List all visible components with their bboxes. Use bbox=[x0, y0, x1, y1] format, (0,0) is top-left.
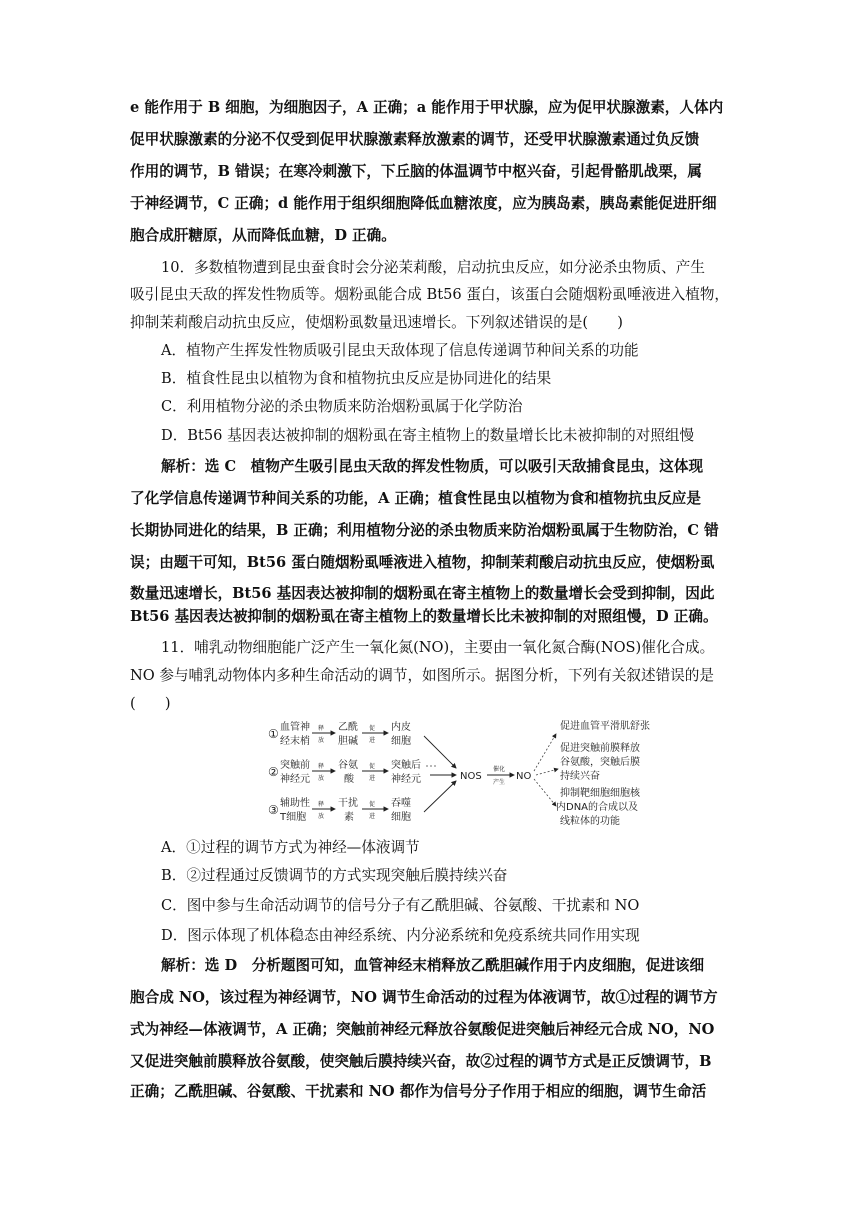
q11-option-d: D．图示体现了机体稳态由神经系统、内分泌系统和免疫系统共同作用实现 bbox=[161, 927, 640, 944]
row2-verb1-b: 放 bbox=[318, 775, 325, 782]
no-label: NO bbox=[516, 771, 532, 782]
row1-target-line1: 内皮 bbox=[391, 722, 411, 733]
q10-analysis-3: 长期协同进化的结果，B 正确；利用植物分泌的杀虫物质来防治烟粉虱属于生物防治，C 错 bbox=[130, 522, 719, 539]
q10-option-b: B．植食性昆虫以植物为食和植物抗虫反应是协同进化的结果 bbox=[161, 370, 552, 387]
q10-option-c: C．利用植物分泌的杀虫物质来防治烟粉虱属于化学防治 bbox=[161, 398, 523, 415]
effect3-line2: 内DNA的合成以及 bbox=[556, 802, 639, 813]
row2-signal-line2: 酸 bbox=[344, 774, 354, 785]
row3-verb2-b: 进 bbox=[369, 813, 376, 820]
row3-verb1-b: 放 bbox=[318, 813, 325, 820]
intro-line-1: e 能作用于 B 细胞，为细胞因子，A 正确；a 能作用于甲状腺，应为促甲状腺激素，人体内 bbox=[130, 99, 724, 116]
q10-analysis-1: 解析：选 C 植物产生吸引昆虫天敌的挥发性物质，可以吸引天敌捕食昆虫，这体现 bbox=[161, 458, 704, 475]
q11-option-b: B．②过程通过反馈调节的方式实现突触后膜持续兴奋 bbox=[161, 867, 508, 884]
q10-stem-1: 10．多数植物遭到昆虫蚕食时会分泌茉莉酸，启动抗虫反应，如分泌杀虫物质、产生 bbox=[161, 259, 705, 276]
q11-stem-3: ( ) bbox=[130, 695, 171, 712]
row1-verb1-a: 释 bbox=[318, 725, 325, 732]
row1-signal-line1: 乙酰 bbox=[338, 722, 358, 733]
row2-source-line2: 神经元 bbox=[280, 774, 310, 785]
row3-source-line1: 辅助性 bbox=[280, 798, 310, 809]
intro-line-3: 作用的调节，B 错误；在寒冷刺激下，下丘脑的体温调节中枢兴奋，引起骨骼肌战栗，属 bbox=[130, 163, 702, 180]
q11-option-c: C．图中参与生命活动调节的信号分子有乙酰胆碱、谷氨酸、干扰素和 NO bbox=[161, 897, 640, 914]
intro-line-2: 促甲状腺激素的分泌不仅受到促甲状腺激素释放激素的调节，还受甲状腺激素通过负反馈 bbox=[130, 131, 700, 148]
row1-source-line1: 血管神 bbox=[280, 722, 310, 733]
effect3-line1: 抑制靶细胞细胞核 bbox=[560, 788, 640, 799]
row1-verb2-b: 进 bbox=[369, 737, 376, 744]
row1-source-line2: 经末梢 bbox=[280, 736, 310, 747]
q10-option-d: D．Bt56 基因表达被抑制的烟粉虱在寄主植物上的数量增长比未被抑制的对照组慢 bbox=[161, 427, 695, 444]
row1-number: ① bbox=[268, 727, 279, 741]
diagram-row-3 bbox=[268, 796, 411, 823]
q10-analysis-5: 数量迅速增长，Bt56 基因表达被抑制的烟粉虱在寄主植物上的数量增长会受到抑制，因此 bbox=[130, 585, 715, 602]
effect2-line2: 谷氨酸，突触后膜 bbox=[560, 757, 640, 768]
row3-signal-line2: 素 bbox=[344, 812, 354, 823]
row3-verb1-a: 释 bbox=[318, 801, 325, 808]
row1-signal-line2: 胆碱 bbox=[338, 736, 358, 747]
row3-number: ③ bbox=[268, 803, 279, 817]
row2-target-line1: 突触后 bbox=[391, 760, 421, 771]
row2-source-line1: 突触前 bbox=[280, 760, 310, 771]
q11-analysis-1: 解析：选 D 分析题图可知，血管神经末梢释放乙酰胆碱作用于内皮细胞，促进该细 bbox=[161, 957, 705, 974]
row2-verb2-b: 进 bbox=[369, 775, 376, 782]
effect2-line3: 持续兴奋 bbox=[560, 771, 600, 782]
q11-stem-1: 11．哺乳动物细胞能广泛产生一氧化氮(NO)，主要由一氧化氮合酶(NOS)催化合成。 bbox=[161, 639, 715, 656]
q11-analysis-4: 又促进突触前膜释放谷氨酸，使突触后膜持续兴奋，故②过程的调节方式是正反馈调节，B bbox=[130, 1053, 712, 1070]
row2-number: ② bbox=[268, 765, 279, 779]
row2-signal-line1: 谷氨 bbox=[338, 760, 358, 771]
row2-verb1-a: 释 bbox=[318, 763, 325, 770]
q11-analysis-2: 胞合成 NO，该过程为神经调节，NO 调节生命活动的过程为体液调节，故①过程的调节方 bbox=[130, 989, 718, 1006]
row2-verb2-a: 促 bbox=[369, 763, 376, 770]
q10-option-a: A．植物产生挥发性物质吸引昆虫天敌体现了信息传递调节种间关系的功能 bbox=[161, 342, 639, 359]
q10-stem-3: 抑制茉莉酸启动抗虫反应，使烟粉虱数量迅速增长。下列叙述错误的是( ) bbox=[130, 314, 623, 331]
q10-analysis-6: Bt56 基因表达被抑制的烟粉虱在寄主植物上的数量增长比未被抑制的对照组慢，D 正确。 bbox=[130, 608, 718, 625]
row3-source-line2: T细胞 bbox=[280, 812, 307, 823]
row3-signal-line1: 干扰 bbox=[338, 798, 358, 809]
q11-stem-2: NO 参与哺乳动物体内多种生命活动的调节，如图所示。据图分析，下列有关叙述错误的是 bbox=[130, 667, 714, 684]
q11-analysis-5: 正确；乙酰胆碱、谷氨酸、干扰素和 NO 都作为信号分子作用于相应的细胞，调节生命活 bbox=[130, 1083, 707, 1100]
row3-verb2-a: 促 bbox=[369, 801, 376, 808]
intro-line-4: 于神经调节，C 正确；d 能作用于组织细胞降低血糖浓度，应为胰岛素，胰岛素能促进肝细 bbox=[130, 195, 717, 212]
q11-option-a: A．①过程的调节方式为神经—体液调节 bbox=[161, 839, 420, 856]
intro-line-5: 胞合成肝糖原，从而降低血糖，D 正确。 bbox=[130, 227, 396, 244]
effect3-line3: 线粒体的功能 bbox=[560, 816, 620, 827]
row1-target-line2: 细胞 bbox=[391, 736, 411, 747]
catalyze-label-b: 产生 bbox=[493, 779, 506, 786]
row2-target-line2: 神经元 bbox=[391, 774, 421, 785]
diagram-row-1 bbox=[268, 720, 411, 747]
no-regulation-diagram bbox=[268, 716, 650, 832]
q11-analysis-3: 式为神经—体液调节，A 正确；突触前神经元释放谷氨酸促进突触后神经元合成 NO，NO bbox=[130, 1021, 715, 1038]
catalyze-label-a: 催化 bbox=[493, 766, 506, 773]
q10-stem-2: 吸引昆虫天敌的挥发性物质等。烟粉虱能合成 Bt56 蛋白，该蛋白会随烟粉虱唾液进入植物， bbox=[130, 286, 730, 303]
q10-analysis-2: 了化学信息传递调节种间关系的功能，A 正确；植食性昆虫以植物为食和植物抗虫反应是 bbox=[130, 490, 701, 507]
q10-analysis-4: 误；由题干可知，Bt56 蛋白随烟粉虱唾液进入植物，抑制茉莉酸启动抗虫反应，使烟粉虱 bbox=[130, 554, 715, 571]
row3-target-line1: 吞噬 bbox=[391, 798, 411, 809]
row3-target-line2: 细胞 bbox=[391, 812, 411, 823]
row1-verb2-a: 促 bbox=[369, 725, 376, 732]
row1-verb1-b: 放 bbox=[318, 737, 325, 744]
effect1-line1: 促进血管平滑肌舒张 bbox=[560, 721, 650, 732]
nos-label: NOS bbox=[460, 771, 482, 782]
effect2-line1: 促进突触前膜释放 bbox=[560, 743, 640, 754]
diagram-row-2 bbox=[268, 758, 438, 785]
